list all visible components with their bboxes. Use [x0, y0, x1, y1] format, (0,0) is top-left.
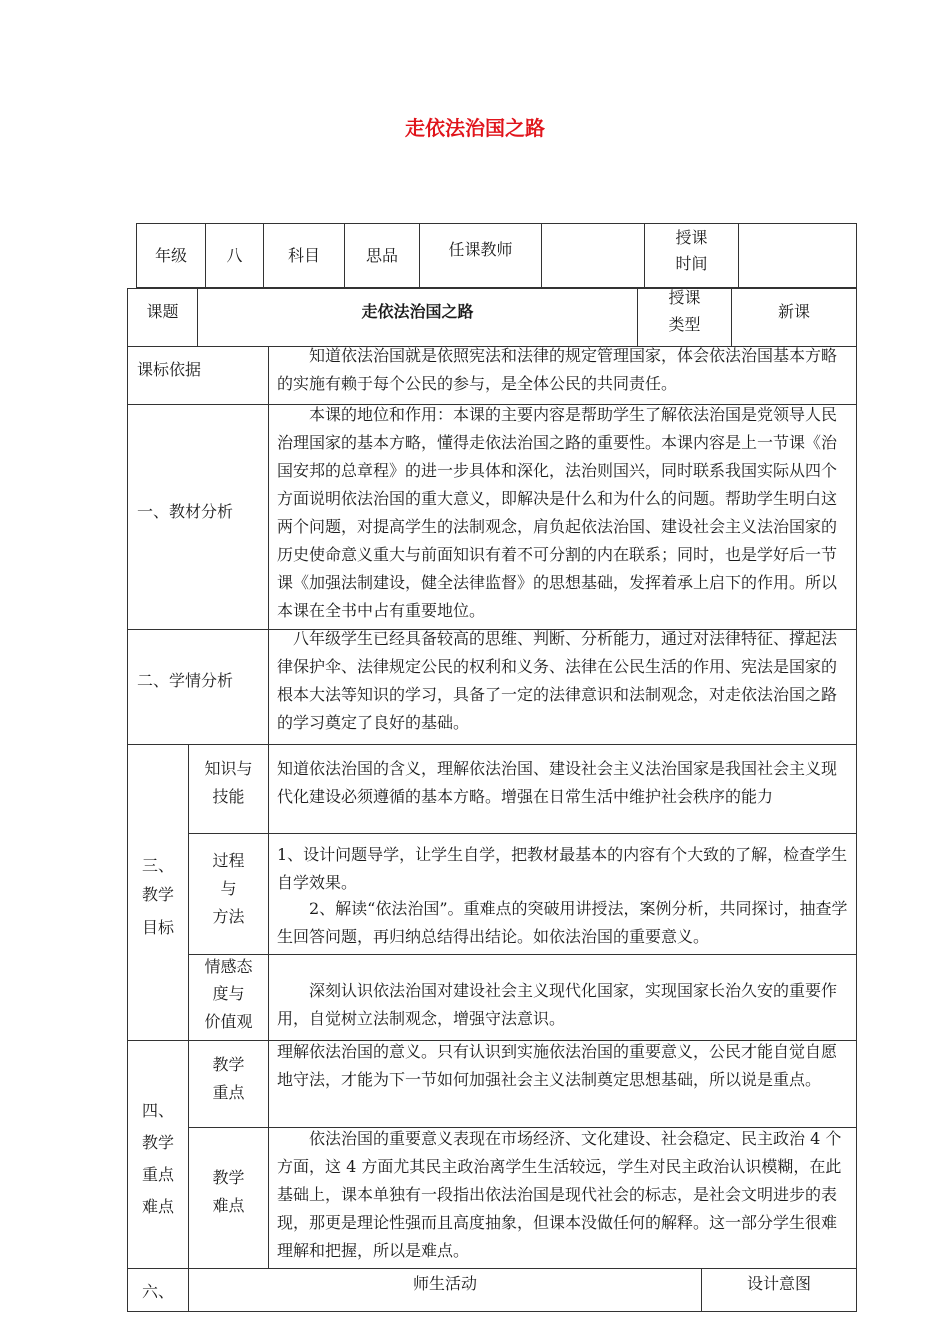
textbook-label: 一、教材分析 — [137, 502, 234, 521]
process-text-1: 1、设计问题导学，让学生自学，把教材最基本的内容有个大致的了解，检查学生自学效果。 — [277, 845, 848, 892]
page-title: 走依法治国之路 — [405, 116, 545, 140]
difficult-label-line1: 教学 — [212, 1168, 245, 1187]
subject-value: 思品 — [365, 246, 398, 265]
basis-label: 课标依据 — [137, 360, 202, 379]
time-label-line1: 授课 — [675, 228, 708, 247]
knowledge-text: 知道依法治国的含义，理解依法治国、建设社会主义法治国家是我国社会主义现代化建设必须遵循的基本方略。增强在日常生活中维护社会秩序的能力 — [277, 759, 838, 806]
activity-header: 师生活动 — [412, 1274, 477, 1293]
key-label-line2: 重点 — [212, 1083, 245, 1102]
students-label: 二、学情分析 — [137, 671, 234, 690]
focus-label-line1: 四、 — [141, 1101, 174, 1120]
goals-label-line3: 目标 — [141, 918, 174, 937]
type-label-line1: 授课 — [668, 288, 701, 307]
topic-value: 走依法治国之路 — [361, 302, 474, 321]
goals-label-line2: 教学 — [141, 885, 174, 904]
section6-label: 六、 — [141, 1282, 174, 1301]
cell-time-value — [738, 223, 857, 288]
textbook-text: 本课的地位和作用：本课的主要内容是帮助学生了解依法治国是党领导人民治理国家的基本方略，懂得走依法治国之路的重要性。本课内容是上一节课《治国安邦的总章程》的进一步具体和深化，法治则国兴，同时联系我国实际从四个方面说明依法治国的重大意义，即解决是什么和为什么的问题。帮助学生明白这两个问题，对提高学生的法制观念，肩负起依法治国、建设社会主义法治国家的历史使命意义重大与前面知识有着不可分割的内在联系；同时，也是学好后一节课《加强法制建设，健全法律监督》的思想基础，发挥着承上启下的作用。所以本课在全书中占有重要地位。 — [277, 405, 838, 620]
basis-text: 知道依法治国就是依照宪法和法律的规定管理国家，体会依法治国基本方略的实施有赖于每个公民的参与，是全体公民的共同责任。 — [277, 346, 838, 393]
knowledge-label-line2: 技能 — [212, 787, 245, 806]
key-label-line1: 教学 — [212, 1055, 245, 1074]
focus-label-line3: 重点 — [141, 1165, 174, 1184]
focus-label-line2: 教学 — [141, 1133, 174, 1152]
type-label-line2: 类型 — [668, 315, 701, 334]
emotion-label-line1: 情感态 — [204, 957, 253, 976]
emotion-text: 深刻认识依法治国对建设社会主义现代化国家，实现国家长治久安的重要作用，自觉树立法制观念，增强守法意识。 — [277, 981, 838, 1028]
key-text: 理解依法治国的意义。只有认识到实施依法治国的重要意义，公民才能自觉自愿地守法，才能为下一节如何加强社会主义法制奠定思想基础，所以说是重点。 — [277, 1042, 838, 1089]
teacher-label: 任课教师 — [448, 240, 513, 259]
goals-label-line1: 三、 — [141, 856, 174, 875]
process-text-2: 2、解读“依法治国”。重难点的突破用讲授法，案例分析，共同探讨，抽查学生回答问题，再归纳总结得出结论。如依法治国的重要意义。 — [277, 899, 848, 946]
type-value: 新课 — [777, 302, 810, 321]
intent-header: 设计意图 — [746, 1274, 811, 1293]
cell-teacher-value — [541, 223, 645, 288]
topic-label: 课题 — [146, 302, 179, 321]
focus-label-line4: 难点 — [141, 1197, 174, 1216]
process-label-line2: 与 — [220, 879, 237, 898]
emotion-label-line3: 价值观 — [204, 1012, 253, 1031]
difficult-text: 依法治国的重要意义表现在市场经济、文化建设、社会稳定、民主政治 4 个方面，这 4 方面尤其民主政治离学生生活较远，学生对民主政治认识模糊，在此基础上，课本单独有一段指出依法治国是现代社会的标志，是社会文明进步的表现，那更是理论性强而且高度抽象，但课本没做任何的解释。这一部分学生很难理解和把握，所以是难点。 — [277, 1129, 842, 1260]
students-text: 八年级学生已经具备较高的思维、判断、分析能力，通过对法律特征、撑起法律保护伞、法律规定公民的权利和义务、法律在公民生活的作用、宪法是国家的根本大法等知识的学习，具备了一定的法律意识和法制观念，对走依法治国之路的学习奠定了良好的基础。 — [277, 629, 838, 732]
grade-value: 八 — [226, 246, 243, 265]
process-label-line3: 方法 — [212, 907, 245, 926]
grade-label: 年级 — [154, 246, 187, 265]
subject-label: 科目 — [287, 246, 320, 265]
difficult-label-line2: 难点 — [212, 1196, 245, 1215]
time-label-line2: 时间 — [675, 254, 708, 273]
emotion-label-line2: 度与 — [212, 984, 245, 1003]
process-label-line1: 过程 — [212, 851, 245, 870]
knowledge-label-line1: 知识与 — [204, 759, 253, 778]
